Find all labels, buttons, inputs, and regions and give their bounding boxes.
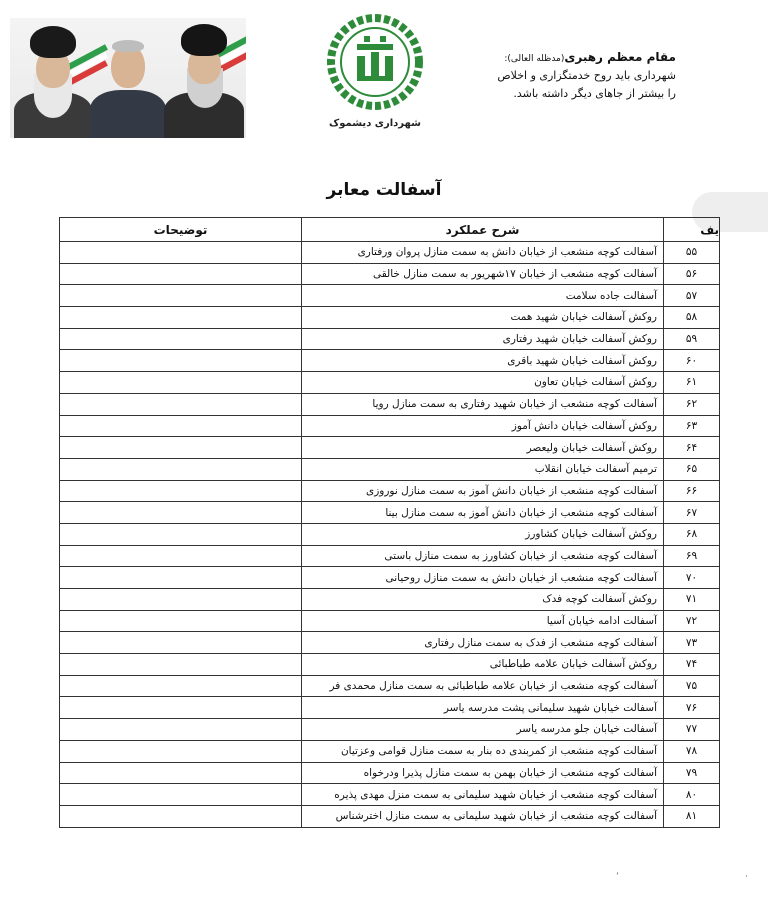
table-row	[60, 502, 720, 524]
row-number-cell: ۶۹	[664, 545, 720, 567]
row-number-cell: ۶۷	[664, 502, 720, 524]
description-cell: روکش آسفالت خیابان شهید باقری	[302, 350, 664, 372]
table-row	[60, 480, 720, 502]
notes-cell	[60, 502, 302, 524]
notes-cell	[60, 762, 302, 784]
notes-cell	[60, 393, 302, 415]
row-number-cell: ۶۰	[664, 350, 720, 372]
row-number-cell: ۷۵	[664, 675, 720, 697]
description-cell: آسفالت کوچه منشعب از خیابان شهید سلیمانی به سمت منازل اخترشناس	[302, 805, 664, 827]
description-cell: آسفالت خیابان جلو مدرسه یاسر	[302, 719, 664, 741]
row-number-cell: ۷۶	[664, 697, 720, 719]
header-notes: توضیحات	[60, 218, 302, 242]
table-row	[60, 784, 720, 806]
quote-author: مقام معظم رهبری	[564, 50, 676, 64]
description-cell: آسفالت جاده سلامت	[302, 285, 664, 307]
row-number-cell: ۷۰	[664, 567, 720, 589]
description-cell: آسفالت کوچه منشعب از خیابان بهمن به سمت منازل پذیرا ودرخواه	[302, 762, 664, 784]
table-row	[60, 740, 720, 762]
table-row	[60, 242, 720, 264]
notes-cell	[60, 415, 302, 437]
description-cell: آسفالت کوچه منشعب از خیابان دانش آموز به سمت منازل بینا	[302, 502, 664, 524]
description-cell: آسفالت کوچه منشعب از فدک به سمت منازل رفتاری	[302, 632, 664, 654]
notes-cell	[60, 523, 302, 545]
notes-cell	[60, 610, 302, 632]
leaders-portraits-image	[10, 18, 246, 138]
description-cell: روکش آسفالت کوچه فدک	[302, 589, 664, 611]
notes-cell	[60, 567, 302, 589]
row-number-cell: ۶۱	[664, 372, 720, 394]
table-row	[60, 523, 720, 545]
table-row	[60, 610, 720, 632]
description-cell: آسفالت کوچه منشعب از خیابان علامه طباطبائی به سمت منازل محمدی فر	[302, 675, 664, 697]
notes-cell	[60, 307, 302, 329]
description-cell: آسفالت کوچه منشعب از خیابان دانش آموز به سمت منازل نوروزی	[302, 480, 664, 502]
row-number-cell: ۸۰	[664, 784, 720, 806]
description-cell: ترمیم آسفالت خیابان انقلاب	[302, 458, 664, 480]
row-number-cell: ۵۵	[664, 242, 720, 264]
description-cell: آسفالت ادامه خیابان آسیا	[302, 610, 664, 632]
notes-cell	[60, 545, 302, 567]
description-cell: روکش آسفالت خیابان ولیعصر	[302, 437, 664, 459]
row-number-cell: ۷۲	[664, 610, 720, 632]
stray-mark: ’	[616, 872, 619, 882]
notes-cell	[60, 632, 302, 654]
notes-cell	[60, 263, 302, 285]
notes-cell	[60, 480, 302, 502]
row-number-cell: ۷۳	[664, 632, 720, 654]
row-number-cell: ۶۸	[664, 523, 720, 545]
table-row	[60, 415, 720, 437]
municipality-emblem-icon	[320, 10, 430, 115]
table-row	[60, 393, 720, 415]
row-number-cell: ۶۵	[664, 458, 720, 480]
header-row-number: یف	[664, 218, 720, 242]
row-number-cell: ۶۴	[664, 437, 720, 459]
table-row	[60, 263, 720, 285]
table-row	[60, 328, 720, 350]
stray-mark: ·	[745, 872, 748, 882]
table-row	[60, 437, 720, 459]
notes-cell	[60, 654, 302, 676]
description-cell: روکش آسفالت خیابان دانش آموز	[302, 415, 664, 437]
table-row	[60, 589, 720, 611]
row-number-cell: ۶۶	[664, 480, 720, 502]
table-row	[60, 632, 720, 654]
table-row	[60, 654, 720, 676]
works-table	[59, 217, 720, 828]
table-row	[60, 805, 720, 827]
header-description: شرح عملکرد	[302, 218, 664, 242]
description-cell: آسفالت کوچه منشعب از خیابان دانش به سمت منازل روحیانی	[302, 567, 664, 589]
table-row	[60, 350, 720, 372]
table-row	[60, 307, 720, 329]
letterhead	[0, 0, 768, 170]
description-cell: آسفالت خیابان شهید سلیمانی پشت مدرسه یاسر	[302, 697, 664, 719]
notes-cell	[60, 697, 302, 719]
description-cell: آسفالت کوچه منشعب از خیابان ۱۷شهریور به سمت منازل خالقی	[302, 263, 664, 285]
table-header-row	[60, 218, 720, 242]
description-cell: روکش آسفالت خیابان علامه طباطبائی	[302, 654, 664, 676]
row-number-cell: ۷۹	[664, 762, 720, 784]
table-row	[60, 762, 720, 784]
row-number-cell: ۵۷	[664, 285, 720, 307]
quote-title	[436, 50, 676, 64]
table-row	[60, 372, 720, 394]
quote-line-2: را بیشتر از جاهای دیگر داشته باشد.	[513, 87, 676, 100]
description-cell: روکش آسفالت خیابان تعاون	[302, 372, 664, 394]
description-cell: روکش آسفالت خیابان کشاورز	[302, 523, 664, 545]
row-number-cell: ۵۸	[664, 307, 720, 329]
row-number-cell: ۷۴	[664, 654, 720, 676]
logo-label: شهرداری دیشموک	[329, 118, 421, 129]
table-row	[60, 567, 720, 589]
notes-cell	[60, 328, 302, 350]
notes-cell	[60, 372, 302, 394]
row-number-cell: ۷۸	[664, 740, 720, 762]
notes-cell	[60, 285, 302, 307]
notes-cell	[60, 589, 302, 611]
row-number-cell: ۵۹	[664, 328, 720, 350]
table-row	[60, 458, 720, 480]
notes-cell	[60, 242, 302, 264]
notes-cell	[60, 805, 302, 827]
description-cell: آسفالت کوچه منشعب از خیابان شهید رفتاری به سمت منازل رویا	[302, 393, 664, 415]
row-number-cell: ۵۶	[664, 263, 720, 285]
table-row	[60, 719, 720, 741]
quote-line-1: شهرداری باید روح خدمتگزاری و اخلاص	[497, 69, 676, 82]
table-row	[60, 545, 720, 567]
table-row	[60, 675, 720, 697]
row-number-cell: ۸۱	[664, 805, 720, 827]
notes-cell	[60, 350, 302, 372]
row-number-cell: ۶۳	[664, 415, 720, 437]
row-number-cell: ۷۷	[664, 719, 720, 741]
notes-cell	[60, 458, 302, 480]
notes-cell	[60, 784, 302, 806]
municipality-logo	[320, 10, 430, 140]
description-cell: آسفالت کوچه منشعب از کمربندی ده بنار به سمت منازل قوامی وعزتیان	[302, 740, 664, 762]
row-number-cell: ۷۱	[664, 589, 720, 611]
row-number-cell: ۶۲	[664, 393, 720, 415]
description-cell: آسفالت کوچه منشعب از خیابان کشاورز به سمت منازل باستی	[302, 545, 664, 567]
description-cell: روکش آسفالت خیابان شهید رفتاری	[302, 328, 664, 350]
notes-cell	[60, 675, 302, 697]
notes-cell	[60, 740, 302, 762]
description-cell: آسفالت کوچه منشعب از خیابان شهید سلیمانی به سمت منزل مهدی پذیره	[302, 784, 664, 806]
notes-cell	[60, 719, 302, 741]
page-title: آسفالت معابر	[326, 180, 442, 200]
description-cell: آسفالت کوچه منشعب از خیابان دانش به سمت منازل پروان ورفتاری	[302, 242, 664, 264]
table-row	[60, 285, 720, 307]
notes-cell	[60, 437, 302, 459]
description-cell: روکش آسفالت خیابان شهید همت	[302, 307, 664, 329]
leader-quote	[436, 50, 676, 100]
quote-author-honorific: (مدظله العالی):	[504, 54, 565, 64]
table-row	[60, 697, 720, 719]
